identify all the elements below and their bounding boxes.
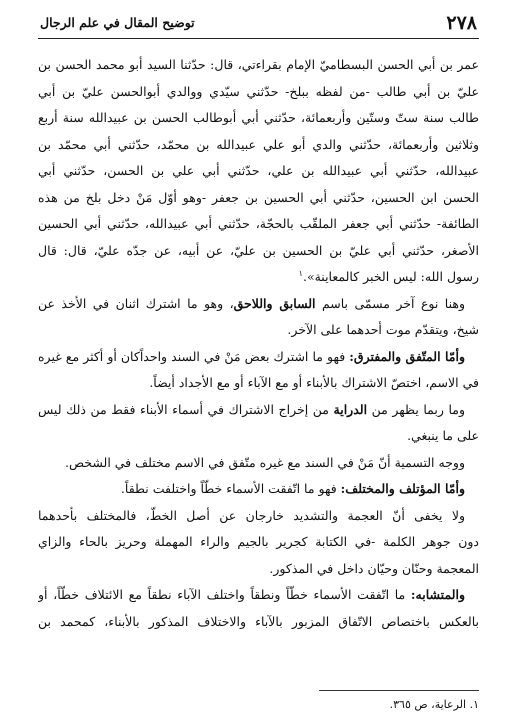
line-text: والمتشابه: ما اتّفقت الأسماء خطّاً ونطقاً واختلف الآباء نطقاً مع الائتلاف خطّاً، أو bbox=[38, 587, 465, 602]
line-text: ولا يخفى أنّ العجمة والتشديد خارجان عن أصل الخطّ، فالمختلف بأحدهما bbox=[38, 507, 465, 523]
text-line bbox=[38, 476, 479, 503]
text-line bbox=[38, 52, 479, 79]
running-title: توضيح المقال في علم الرجال bbox=[40, 15, 195, 30]
line-text: الطائفة- حدّثني أبي جعفر الملقّب بالحجّة، حدّثني أبي عبيدالله، حدّثني أبي الحسين bbox=[38, 216, 479, 231]
line-text: وثلاثين وأربعمائة، حدّثني والدي أبو علي عبيدالله بن محمّد، حدّثني أبي محمّد بن bbox=[38, 136, 479, 152]
text-line bbox=[38, 529, 479, 556]
text-line bbox=[38, 556, 479, 583]
text-line bbox=[38, 185, 479, 212]
line-text: الحسن ابن الحسين، حدّثني أبي الحسين بن جعفر -وهو أوّل مَنْ دخل بلخ من هذه bbox=[38, 189, 479, 205]
line-text: المعجمة وحنّان وحيّان داخل في المذكور. bbox=[269, 560, 479, 576]
text-line bbox=[38, 344, 479, 371]
text-line bbox=[38, 264, 479, 291]
text-line bbox=[38, 238, 479, 265]
line-text: وأمّا المؤتلف والمختلف: فهو ما اتّفقت الأسماء خطّاً واختلفت نطقاً. bbox=[120, 481, 465, 496]
text-line bbox=[38, 423, 479, 450]
text-line bbox=[38, 132, 479, 159]
body-text bbox=[38, 52, 479, 635]
line-text: عليّ بن أبي طالب -من لفظه ببلخ- حدّثني سيّدي ووالدي أبوالحسن عليّ بن أبي bbox=[38, 83, 479, 99]
page-header bbox=[40, 12, 477, 34]
footnote-text: الرعاية، ص ٣٦٥. bbox=[389, 698, 467, 711]
line-text: عبيدالله، حدّثني أبي عبيدالله بن علي، حدّثني أبي علي بن الحسن، حدّثني أبي bbox=[38, 163, 479, 178]
text-line bbox=[38, 609, 479, 636]
line-text: شيخ، ويتقدّم موت أحدهما على الآخر. bbox=[287, 322, 479, 337]
footnote-rule bbox=[319, 690, 479, 691]
line-text: طالب سنة ستّ وستّين وأربعمائة، حدّثني أبي أبوطالب الحسن بن عبيدالله سنة أربع bbox=[38, 110, 479, 125]
footnote: ١. الرعاية، ص ٣٦٥. bbox=[389, 698, 479, 711]
line-text: الأصغر، حدّثني أبي عليّ بن الحسين بن عليّ، عن أبيه، عن جدّه عليّ، قال: قال bbox=[38, 242, 479, 258]
line-text: رسول الله: ليس الخبر كالمعاينة». bbox=[302, 269, 479, 284]
line-text: دون جوهر الكلمة -في الكتابة كجرير بالجيم والراء المهملة وحريز بالحاء والزاي bbox=[38, 534, 479, 549]
line-text: عمر بن أبي الحسن البسطاميّ الإمام بقراءتي، قال: حدّثنا السيد أبو محمد الحسن بن bbox=[38, 57, 479, 72]
text-line bbox=[38, 79, 479, 106]
line-text: وهنا نوع آخر مسمّى باسم السابق واللاحق، وهو ما اشترك اثنان في الأخذ عن bbox=[38, 295, 465, 311]
line-text: في الاسم، اختصّ الاشتراك بالأبناء أو مع الآباء أو مع الأجداد أيضاً. bbox=[149, 375, 479, 390]
line-text: ووجه التسمية أنّ مَنْ في السند مع غيره متّفق في الاسم مختلف في الشخص. bbox=[65, 454, 465, 470]
text-line bbox=[38, 317, 479, 344]
text-line bbox=[38, 582, 479, 609]
text-line bbox=[38, 105, 479, 132]
text-line bbox=[38, 450, 479, 477]
text-line bbox=[38, 211, 479, 238]
footnote-marker: ١ bbox=[298, 268, 303, 278]
line-text: وما ربما يظهر من الدراية من إخراج الاشتراك في أسماء الأبناء فقط من ذلك ليس bbox=[38, 401, 465, 417]
line-text: وأمّا المتّفق والمفترق: فهو ما اشترك بعض مَنْ في السند واحداًكان أو أكثر مع غيره bbox=[38, 348, 465, 364]
text-line bbox=[38, 370, 479, 397]
line-text: على ما ينبغي. bbox=[407, 428, 479, 443]
footnote-number: ١ bbox=[473, 698, 479, 711]
page-number: ٢٧٨ bbox=[446, 12, 477, 34]
text-line bbox=[38, 158, 479, 185]
text-line bbox=[38, 291, 479, 318]
line-text: بالعكس باختصاص الاتّفاق المزبور بالآباء والاختلاف المذكور بالأبناء، كمحمد بن bbox=[38, 613, 479, 629]
header-rule bbox=[38, 38, 479, 39]
text-line bbox=[38, 503, 479, 530]
text-line bbox=[38, 397, 479, 424]
